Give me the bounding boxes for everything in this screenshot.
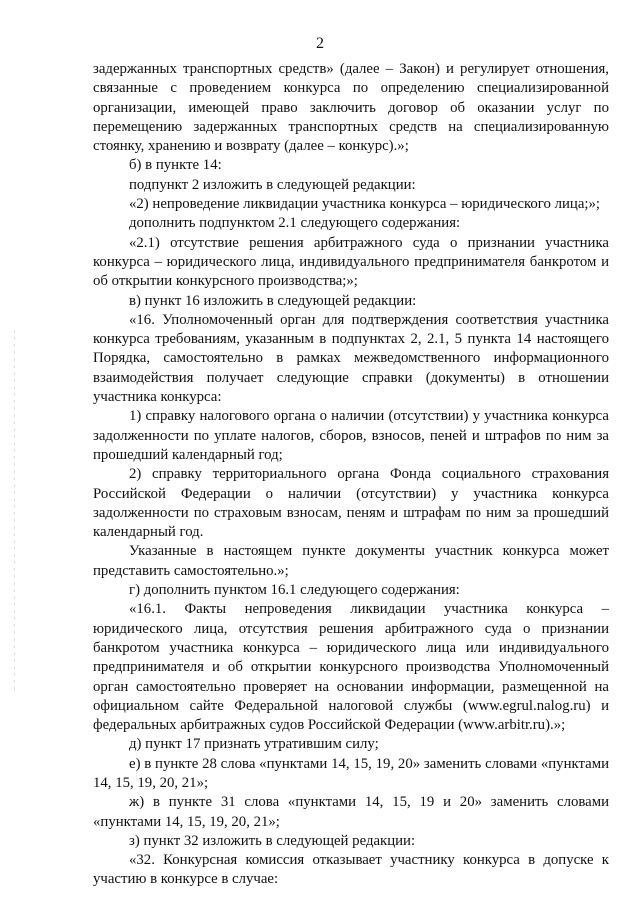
paragraph: 2) справку территориального органа Фонда социального страхования Российской Федерации о наличии (отсутствии) у участника конкурса задолженности по страховым взносам, пеням и штрафам по ним за прошедший календарный год. <box>93 466 609 541</box>
paragraph: Указанные в настоящем пункте документы участник конкурса может представить самостоятельно.»; <box>93 543 609 579</box>
paragraph: «2) непроведение ликвидации участника конкурса – юридического лица;»; <box>129 196 601 213</box>
paragraph: 1) справку налогового органа о наличии (отсутствии) у участника конкурса задолженности по уплате налогов, сборов, взносов, пеней и штрафов по ним за прошедший календарный год; <box>93 408 609 463</box>
paragraph: «2.1) отсутствие решения арбитражного суда о признании участника конкурса – юридического лица, индивидуального предпринимателя банкротом и об открытии конкурсного производства;»; <box>93 234 609 290</box>
paragraph: з) пункт 32 изложить в следующей редакции: <box>129 832 416 849</box>
paragraph: в) пункт 16 изложить в следующей редакции: <box>129 292 417 309</box>
paragraph: д) пункт 17 признать утратившим силу; <box>129 736 379 753</box>
paragraph: ж) в пункте 31 слова «пунктами 14, 15, 19 и 20» заменить словами «пунктами 14, 15, 19, 20, 21»; <box>93 794 609 830</box>
paragraph: подпункт 2 изложить в следующей редакции: <box>129 176 416 193</box>
paragraph: задержанных транспортных средств» (далее – Закон) и регулирует отношения, связанные с проведением конкурса по определению специализированной организации, имеющей право заключить договор об оказании услуг по перемещению задержанных транспортных средств на специализированную стоянку, хранению и возврату (далее – конкурс).»; <box>93 61 609 155</box>
scan-binding-edge <box>14 330 15 690</box>
paragraph: е) в пункте 28 слова «пунктами 14, 15, 19, 20» заменить словами «пунктами 14, 15, 19, 20, 21»; <box>93 755 609 791</box>
paragraph: дополнить подпунктом 2.1 следующего содержания: <box>129 215 461 232</box>
paragraph: б) в пункте 14: <box>129 157 222 174</box>
paragraph: «16.1. Факты непроведения ликвидации участника конкурса – юридического лица, отсутствия решения арбитражного суда о признании банкротом участника конкурса – юридического лица или индивидуального предпринимателя и об открытии конкурсного производства Уполномоченный орган самостоятельно проверяет на основании информации, размещенной на официальном сайте Федеральной налоговой службы (www.egrul.nalog.ru) и федеральных арбитражных судов Российской Федерации (www.arbitr.ru).»; <box>93 601 609 734</box>
page-number: 2 <box>316 35 324 52</box>
paragraph: «16. Уполномоченный орган для подтверждения соответствия участника конкурса требованиям, указанным в подпунктах 2, 2.1, 5 пункта 14 настоящего Порядка, самостоятельно в рамках межведомственного информационного взаимодействия получает следующие справки (документы) в отношении участника конкурса: <box>93 311 609 406</box>
paragraph: «32. Конкурсная комиссия отказывает участнику конкурса в допуске к участию в конкурсе в случае: <box>93 852 609 888</box>
document-body <box>93 60 609 890</box>
paragraph: г) дополнить пунктом 16.1 следующего содержания: <box>129 582 460 599</box>
